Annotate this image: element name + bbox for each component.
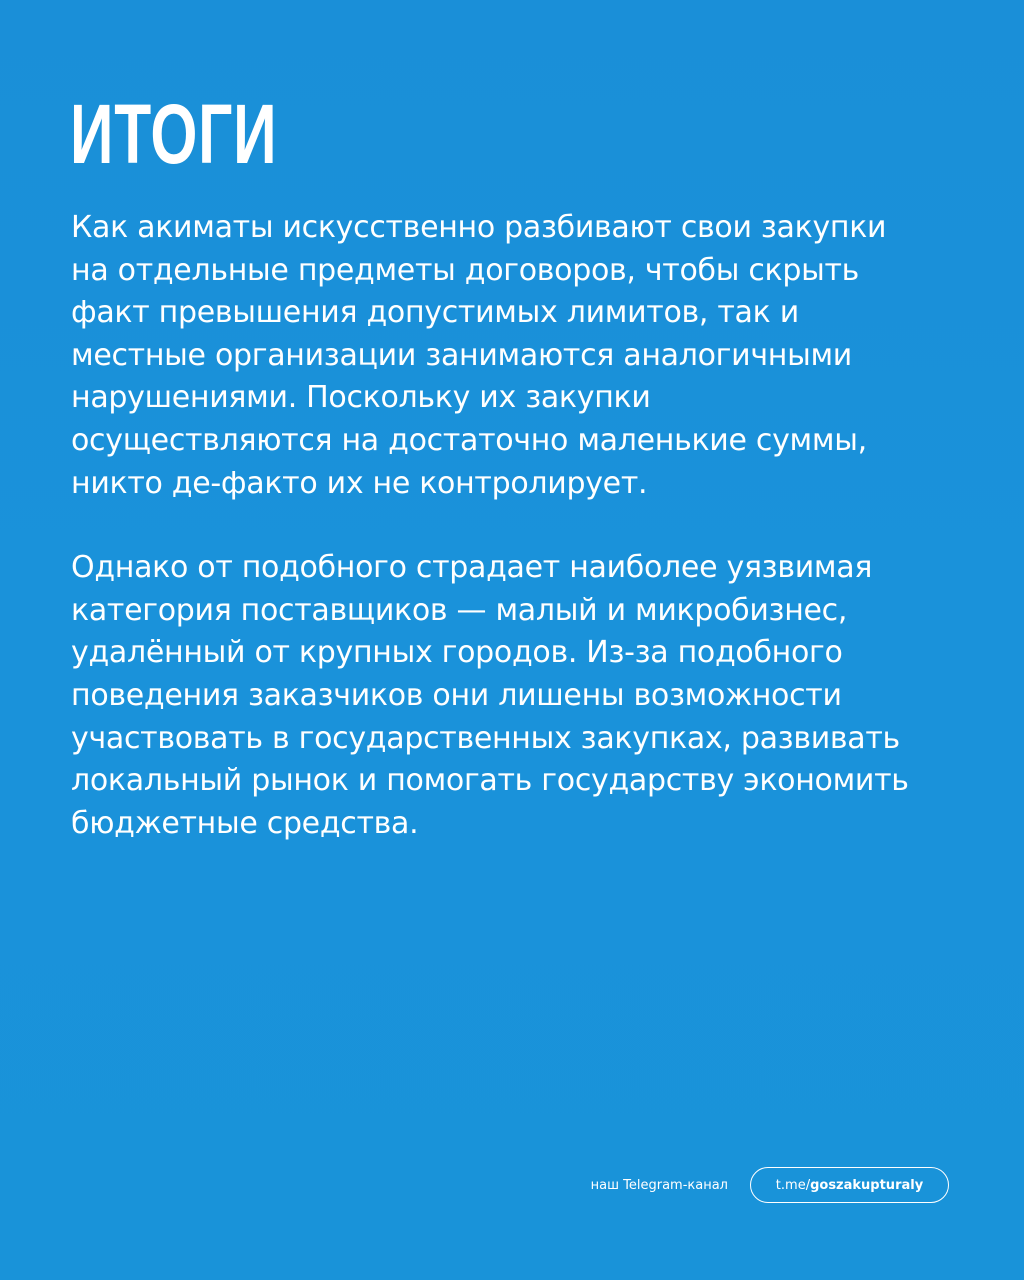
telegram-link-prefix: t.me/	[775, 1177, 811, 1193]
telegram-link-button[interactable]	[750, 1167, 949, 1203]
telegram-channel-label: наш Telegram-канал	[590, 1178, 728, 1193]
body-text	[71, 207, 971, 845]
paragraph-2: Однако от подобного страдает наиболее уязвимая категория поставщиков — малый и микробизнес, удалённый от крупных городов. Из-за подобного поведения заказчиков они лишены возможности участвовать в государственных закупках, развивать локальный рынок и помогать государству экономить бюджетные средства.	[71, 550, 909, 841]
telegram-link-handle: goszakupturaly	[810, 1177, 924, 1193]
paragraph-1: Как акиматы искусственно разбивают свои закупки на отдельные предметы договоров, чтобы скрыть факт превышения допустимых лимитов, так и местные организации занимаются аналогичными нарушениями. Поскольку их закупки осуществляются на достаточно маленькие суммы, никто де-факто их не контролирует.	[71, 210, 887, 501]
page-title: ИТОГИ	[70, 87, 278, 181]
